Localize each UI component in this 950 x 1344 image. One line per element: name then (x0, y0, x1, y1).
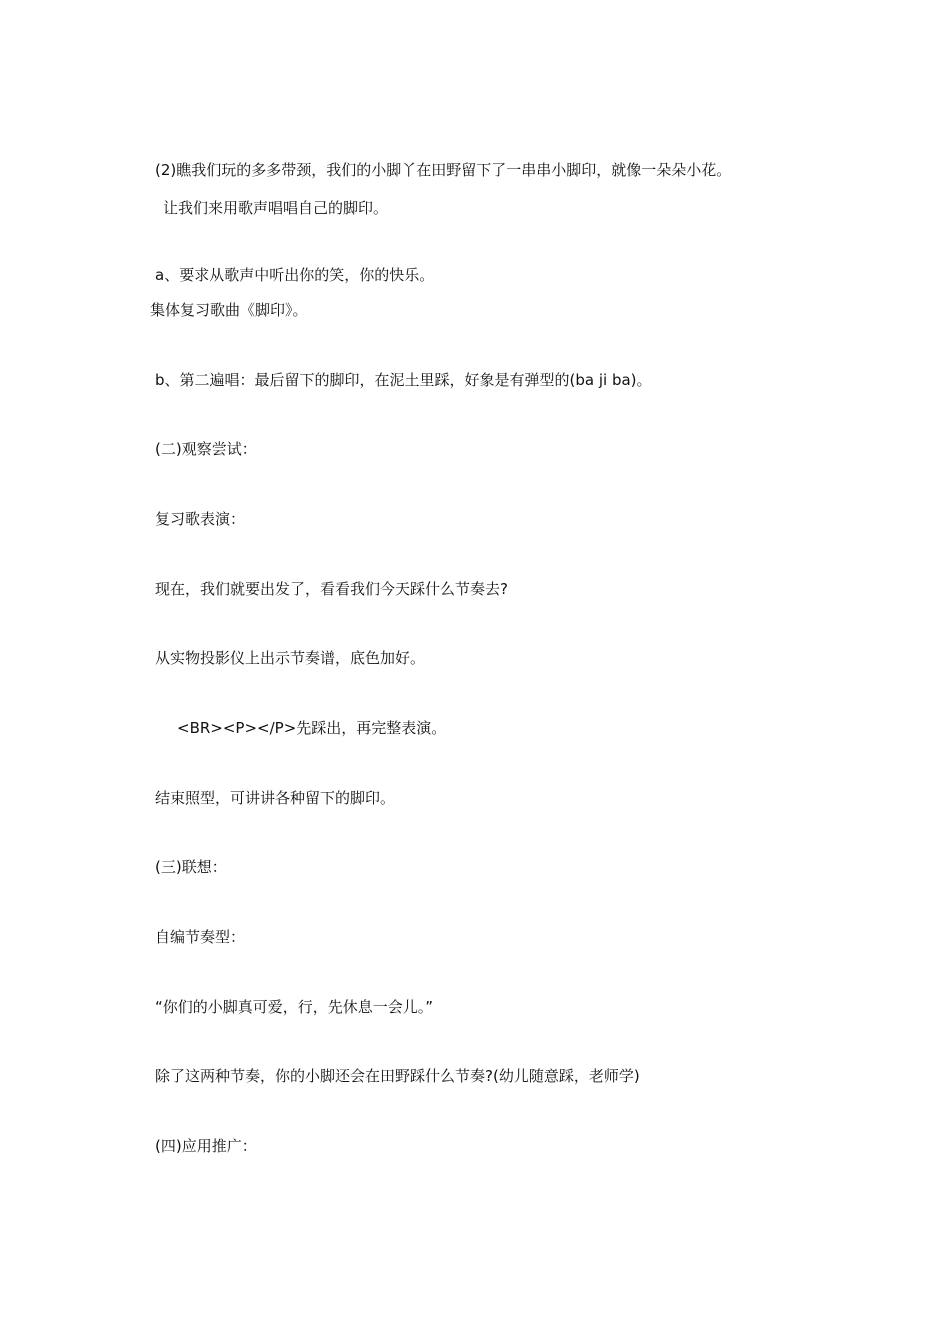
paragraph-line: 让我们来用歌声唱唱自己的脚印。 (163, 199, 389, 217)
section-heading: (二)观察尝试： (155, 440, 257, 458)
section-heading: (三)联想： (155, 858, 227, 876)
paragraph-line: <BR><P></P>先踩出，再完整表演。 (177, 719, 447, 737)
paragraph-line: 除了这两种节奏，你的小脚还会在田野踩什么节奏?(幼儿随意踩，老师学) (155, 1067, 640, 1085)
paragraph-line: 复习歌表演： (155, 510, 246, 528)
section-heading: (四)应用推广： (155, 1137, 257, 1155)
paragraph-line: 集体复习歌曲《脚印》。 (150, 301, 308, 319)
paragraph-line: 从实物投影仪上出示节奏谱，底色加好。 (155, 649, 426, 667)
paragraph-line: a、要求从歌声中听出你的笑，你的快乐。 (155, 266, 435, 284)
paragraph-line: 结束照型，可讲讲各种留下的脚印。 (155, 789, 396, 807)
paragraph-line: (2)瞧我们玩的多多带颈，我们的小脚丫在田野留下了一串串小脚印，就像一朵朵小花。 (155, 161, 732, 179)
paragraph-line: b、第二遍唱：最后留下的脚印，在泥土里踩，好象是有弹型的(ba ji ba)。 (155, 371, 652, 389)
paragraph-line: 自编节奏型： (155, 928, 246, 946)
quoted-line: “你们的小脚真可爱，行，先休息一会儿。” (155, 998, 434, 1016)
paragraph-line: 现在，我们就要出发了，看看我们今天踩什么节奏去? (155, 580, 508, 598)
